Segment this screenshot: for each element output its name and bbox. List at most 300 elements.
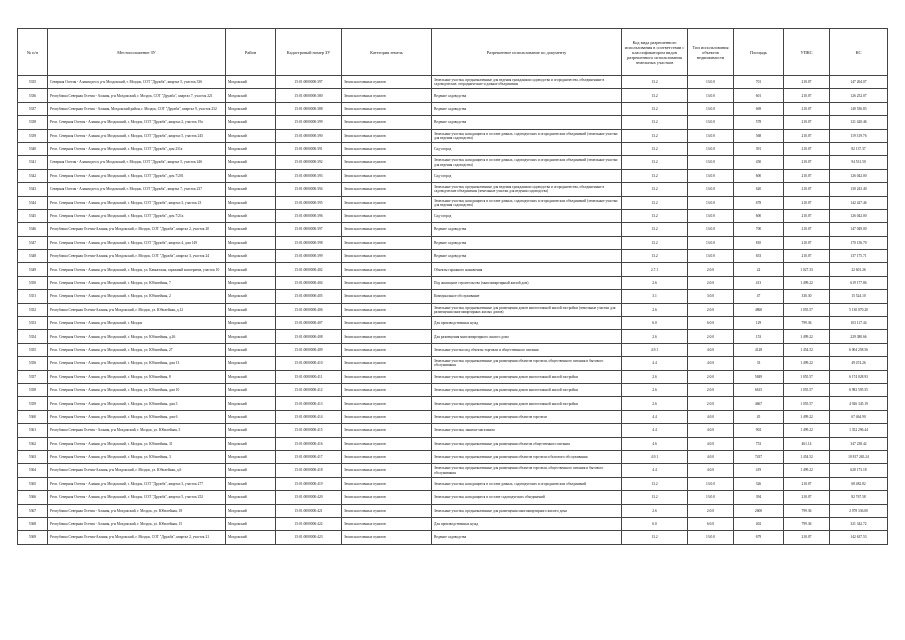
table-row	[18, 397, 888, 410]
cell-number: 5336	[18, 89, 48, 102]
cell-upks: 461.14	[784, 437, 830, 450]
cell-ks: 22 601.26	[830, 263, 888, 276]
cell-usage-type: 2:0.0	[688, 397, 734, 410]
table-row	[18, 517, 888, 530]
cell-land-category: Земли населенных пунктов	[342, 223, 432, 236]
cell-area: 47	[734, 290, 784, 303]
cell-district: Моздокский	[226, 343, 276, 356]
cell-district: Моздокский	[226, 250, 276, 263]
table-row	[18, 169, 888, 182]
cell-number: 5361	[18, 424, 48, 437]
cell-land-category: Земли населенных пунктов	[342, 330, 432, 343]
land-registry-sheet	[17, 28, 887, 545]
cell-land-category: Земли населенных пунктов	[342, 142, 432, 155]
cell-use-code: 2.7.1	[622, 263, 688, 276]
cell-cadastral-number: 15:01:0000000:392	[276, 156, 342, 169]
cell-location: Респ. Северная Осетия - Алания, р-н Моздокский, г. Моздок, СОТ "Дружба", дом 7/201	[48, 169, 226, 182]
cell-permitted-use: Ведение садоводства	[432, 89, 622, 102]
cell-land-category: Земли населенных пунктов	[342, 116, 432, 129]
cell-district: Моздокский	[226, 76, 276, 89]
cell-usage-type: 13:0.0	[688, 102, 734, 115]
cell-cadastral-number: 15:01:0000000:422	[276, 517, 342, 530]
cell-district: Моздокский	[226, 89, 276, 102]
cell-ks: 229 380.66	[830, 330, 888, 343]
table-row	[18, 424, 888, 437]
cell-district: Моздокский	[226, 102, 276, 115]
cell-land-category: Земли населенных пунктов	[342, 410, 432, 423]
table-row	[18, 531, 888, 544]
cell-location: Респ. Северная Осетия - Алания, р-н Моздокский, г. Моздок, ул. Юбилейная, дом 13	[48, 357, 226, 370]
cell-number: 5354	[18, 330, 48, 343]
cell-cadastral-number: 15:01:0000000:421	[276, 504, 342, 517]
cell-cadastral-number: 15:01:0000000:414	[276, 410, 342, 423]
cell-land-category: Земли населенных пунктов	[342, 397, 432, 410]
cell-permitted-use: Ведение садоводства	[432, 531, 622, 544]
header-land-category: Категория земель	[342, 29, 432, 76]
cell-usage-type: 13:0.0	[688, 169, 734, 182]
cell-district: Моздокский	[226, 142, 276, 155]
cell-location: Республика Северная Осетия - Алания, р-н Моздокский, г. Моздок, ул. Юбилейная, 5	[48, 424, 226, 437]
cell-district: Моздокский	[226, 517, 276, 530]
cell-usage-type: 13:0.0	[688, 116, 734, 129]
cell-use-code: 13.2	[622, 491, 688, 504]
cell-ks: 170 156.70	[830, 236, 888, 249]
cell-permitted-use: Земельные участки, занятые магазином	[432, 424, 622, 437]
cell-number: 5352	[18, 303, 48, 316]
cell-use-code: 6.0	[622, 517, 688, 530]
cell-usage-type: 13:0.0	[688, 209, 734, 222]
cell-use-code: 13.2	[622, 183, 688, 196]
cell-area: 7437	[734, 450, 784, 463]
cell-district: Моздокский	[226, 450, 276, 463]
cell-use-code: 13.2	[622, 531, 688, 544]
cell-ks: 6 982 595.55	[830, 383, 888, 396]
table-row	[18, 236, 888, 249]
cell-cadastral-number: 15:01:0000000:388	[276, 102, 342, 115]
cell-cadastral-number: 15:01:0000000:408	[276, 330, 342, 343]
cell-cadastral-number: 15:01:0000000:399	[276, 116, 342, 129]
cell-number: 5345	[18, 209, 48, 222]
cell-permitted-use: Земельные участки, предназначенные для размещения объектов торговли и бытового обслуживания	[432, 450, 622, 463]
cell-area: 391	[734, 142, 784, 155]
cell-area: 601	[734, 89, 784, 102]
cell-ks: 142 427.46	[830, 196, 888, 209]
cell-number: 5343	[18, 183, 48, 196]
cell-area: 4128	[734, 343, 784, 356]
cell-usage-type: 13:0.0	[688, 129, 734, 142]
cell-use-code: 4.4	[622, 410, 688, 423]
header-use-code: Код вида разрешенного использования в соответствии с классификатором видов разрешенного использования земельных участков	[622, 29, 688, 76]
cell-area: 4860	[734, 303, 784, 316]
cell-district: Моздокский	[226, 116, 276, 129]
cell-district: Моздокский	[226, 383, 276, 396]
cell-permitted-use: Земельные участки, предназначенные для ведения гражданами садоводства и огородничества, объединенные в садоводческие, огороднические и дачные объединения	[432, 76, 622, 89]
cell-location: Респ. Северная Осетия - Алания, р-н Моздокский, г. Моздок, СОТ "Дружба", квартал 2, участок 19а	[48, 116, 226, 129]
cell-use-code: 13.2	[622, 116, 688, 129]
table-row	[18, 102, 888, 115]
cell-land-category: Земли населенных пунктов	[342, 89, 432, 102]
cell-area: 4667	[734, 397, 784, 410]
cell-number: 5368	[18, 517, 48, 530]
cell-permitted-use: Ведение садоводства	[432, 236, 622, 249]
cell-usage-type: 13:0.0	[688, 531, 734, 544]
table-row	[18, 330, 888, 343]
cell-upks: 1 055.57	[784, 383, 830, 396]
cell-area: 153	[734, 330, 784, 343]
cell-land-category: Земли населенных пунктов	[342, 491, 432, 504]
cell-location: Респ. Северная Осетия - Алания, р-н Моздокский, г. Моздок	[48, 317, 226, 330]
cell-ks: 628 173.18	[830, 464, 888, 477]
cell-ks: 15 524.10	[830, 290, 888, 303]
cell-land-category: Земли населенных пунктов	[342, 357, 432, 370]
cell-land-category: Земли населенных пунктов	[342, 437, 432, 450]
table-row	[18, 343, 888, 356]
table-row	[18, 450, 888, 463]
table-row	[18, 209, 888, 222]
cell-permitted-use: Для размещения многоквартирного жилого дома	[432, 330, 622, 343]
cell-area: 450	[734, 156, 784, 169]
cell-district: Моздокский	[226, 424, 276, 437]
cell-upks: 799.36	[784, 317, 830, 330]
cell-district: Моздокский	[226, 477, 276, 490]
table-row	[18, 116, 888, 129]
cell-location: Респ. Северная Осетия - Алания, р-н Моздокский, г. Моздок, ул. Юбилейная, 27	[48, 343, 226, 356]
cell-use-code: 4.4	[622, 357, 688, 370]
cell-cadastral-number: 15:01:0000000:406	[276, 303, 342, 316]
cell-number: 5360	[18, 410, 48, 423]
table-row	[18, 89, 888, 102]
cell-location: Республика Северная Осетия - Алания, р-н Моздокский, г. Моздок, СОТ "Дружба", квартал 7, участок 221	[48, 89, 226, 102]
cell-number: 5342	[18, 169, 48, 182]
cell-land-category: Земли населенных пунктов	[342, 102, 432, 115]
cell-location: Респ. Северная Осетия - Алания, р-н Моздокский, г. Моздок, СОТ "Дружба", дом 7/21а	[48, 209, 226, 222]
cell-use-code: 13.2	[622, 89, 688, 102]
header-location: Местоположение ЗУ	[48, 29, 226, 76]
cell-ks: 347 238.42	[830, 437, 888, 450]
cell-district: Моздокский	[226, 437, 276, 450]
cell-land-category: Земли населенных пунктов	[342, 317, 432, 330]
cell-upks: 210.07	[784, 236, 830, 249]
cell-number: 5359	[18, 397, 48, 410]
cell-district: Моздокский	[226, 491, 276, 504]
cell-cadastral-number: 15:01:0000000:399	[276, 250, 342, 263]
cell-location: Респ. Северная Осетия - Алания, р-н Моздокский, г. Моздок, СОТ "Дружба", квартал 5, участок 245	[48, 129, 226, 142]
cell-permitted-use: Сад-огород	[432, 142, 622, 155]
cell-ks: 82 767.58	[830, 491, 888, 504]
cell-permitted-use: Под жилищное строительство (многоквартирный жилой дом)	[432, 276, 622, 289]
cell-upks: 1 499.22	[784, 357, 830, 370]
cell-area: 701	[734, 76, 784, 89]
cell-usage-type: 4:0.0	[688, 450, 734, 463]
cell-permitted-use: Земельные участки, предназначенные для ведения гражданами садоводства и огородничества, объединенные в садоводческие объединения (земельные участки для ведения садоводства)	[432, 183, 622, 196]
table-row	[18, 263, 888, 276]
cell-district: Моздокский	[226, 156, 276, 169]
cell-cadastral-number: 15:01:0000000:413	[276, 397, 342, 410]
cell-land-category: Земли населенных пунктов	[342, 129, 432, 142]
cell-ks: 67 464.90	[830, 410, 888, 423]
cell-area: 6615	[734, 383, 784, 396]
cell-permitted-use: Земельные участки, находящиеся в составе дачных, садоводческих и огороднических объединений	[432, 477, 622, 490]
cell-upks: 210.07	[784, 156, 830, 169]
table-row	[18, 142, 888, 155]
cell-cadastral-number: 15:01:0000000:409	[276, 343, 342, 356]
cell-location: Республика Северная Осетия-Алания, р-н Моздокский, г. Моздок, СОТ "Дружба", квартал 2, участок 20	[48, 223, 226, 236]
table-row	[18, 504, 888, 517]
cell-usage-type: 6:0.0	[688, 517, 734, 530]
cell-upks: 210.07	[784, 129, 830, 142]
table-row	[18, 223, 888, 236]
cell-permitted-use: Земельные участки, предназначенные для размещения многоквартирного жилого дома	[432, 504, 622, 517]
cell-ks: 126 252.07	[830, 89, 888, 102]
cell-permitted-use: Земельные участки, предназначенные для размещения домов многоэтажной жилой застройки	[432, 397, 622, 410]
cell-land-category: Земли населенных пунктов	[342, 76, 432, 89]
cell-upks: 330.30	[784, 290, 830, 303]
cell-area: 129	[734, 317, 784, 330]
cell-use-code: 13.2	[622, 236, 688, 249]
cell-land-category: Земли населенных пунктов	[342, 196, 432, 209]
cell-land-category: Земли населенных пунктов	[342, 450, 432, 463]
cell-usage-type: 13:0.0	[688, 89, 734, 102]
cell-usage-type: 4:0.0	[688, 343, 734, 356]
cell-upks: 210.07	[784, 196, 830, 209]
cell-cadastral-number: 15:01:0000000:397	[276, 76, 342, 89]
cell-district: Моздокский	[226, 196, 276, 209]
cell-land-category: Земли населенных пунктов	[342, 477, 432, 490]
cell-area: 419	[734, 464, 784, 477]
cell-permitted-use: Земельные участки, предназначенные для размещения домов многоэтажной жилой застройки (земельные участки для размещения многоквартирных жилых домов)	[432, 303, 622, 316]
cell-usage-type: 13:0.0	[688, 76, 734, 89]
cell-location: Северная Осетия - Алания респ, р-н Моздокский, г. Моздок, СОТ "Дружба", квартал 5, участок 336	[48, 76, 226, 89]
header-area: Площадь	[734, 29, 784, 76]
cell-area: 753	[734, 437, 784, 450]
cell-usage-type: 13:0.0	[688, 156, 734, 169]
table-row	[18, 477, 888, 490]
cell-number: 5357	[18, 370, 48, 383]
cell-location: Респ. Северная Осетия - Алания, р-н Моздокский, г. Моздок, ул. Юбилейная, дом 6	[48, 410, 226, 423]
cell-area: 600	[734, 169, 784, 182]
cell-location: Республика Северная Осетия-Алания, р-н Моздокский, г. Моздок, СОТ "Дружба", квартал 2, участок 21	[48, 531, 226, 544]
table-row	[18, 437, 888, 450]
cell-usage-type: 6:0.0	[688, 317, 734, 330]
cell-location: Респ. Северная Осетия - Алания, р-н Моздокский, г. Моздок, ул. Юбилейная, 3	[48, 450, 226, 463]
cell-location: Респ. Северная Осетия - Алания, р-н Моздокский, г. Моздок, СОТ "Дружба", квартал 5, участок 252	[48, 491, 226, 504]
cell-permitted-use: Ведение садоводства	[432, 223, 622, 236]
cell-land-category: Земли населенных пунктов	[342, 169, 432, 182]
header-upks: УПКС	[784, 29, 830, 76]
cell-number: 5344	[18, 196, 48, 209]
cell-location: Респ. Северная Осетия - Алания, р-н Моздокский, г. Моздок, ул. Юбилейная, дом 3	[48, 397, 226, 410]
cell-district: Моздокский	[226, 531, 276, 544]
cell-use-code: 3.1	[622, 290, 688, 303]
table-row	[18, 156, 888, 169]
cell-land-category: Земли населенных пунктов	[342, 156, 432, 169]
table-row	[18, 370, 888, 383]
cell-use-code: 6.0	[622, 317, 688, 330]
cell-ks: 137 175.71	[830, 250, 888, 263]
cell-usage-type: 4:0.0	[688, 464, 734, 477]
cell-location: Респ. Северная Осетия - Алания, р-н Моздокский, г. Моздок, СОТ "Дружба", квартал 3, участок 23	[48, 196, 226, 209]
cell-usage-type: 4:0.0	[688, 437, 734, 450]
cell-district: Моздокский	[226, 357, 276, 370]
cell-number: 5347	[18, 236, 48, 249]
cell-usage-type: 13:0.0	[688, 477, 734, 490]
cell-permitted-use: Земельные участки, предназначенные для размещения домов многоэтажной жилой застройки	[432, 383, 622, 396]
cell-cadastral-number: 15:01:0000000:404	[276, 276, 342, 289]
cell-upks: 799.36	[784, 504, 830, 517]
cell-land-category: Земли населенных пунктов	[342, 383, 432, 396]
table-row	[18, 129, 888, 142]
cell-ks: 5 130 070.20	[830, 303, 888, 316]
cell-permitted-use: Коммунальное обслуживание	[432, 290, 622, 303]
cell-usage-type: 13:0.0	[688, 250, 734, 263]
header-number: № п/п	[18, 29, 48, 76]
cell-upks: 210.07	[784, 76, 830, 89]
cell-use-code: 2.6	[622, 276, 688, 289]
cell-cadastral-number: 15:01:0000000:415	[276, 424, 342, 437]
cell-usage-type: 2:0.0	[688, 263, 734, 276]
cell-upks: 210.07	[784, 209, 830, 222]
table-row	[18, 76, 888, 89]
cell-land-category: Земли населенных пунктов	[342, 424, 432, 437]
cell-usage-type: 4:0.0	[688, 357, 734, 370]
cell-use-code: 13.2	[622, 129, 688, 142]
cell-land-category: Земли населенных пунктов	[342, 183, 432, 196]
cell-district: Моздокский	[226, 276, 276, 289]
cell-cadastral-number: 15:01:0000000:398	[276, 236, 342, 249]
cell-use-code: 13.2	[622, 142, 688, 155]
cell-upks: 1 499.22	[784, 330, 830, 343]
cell-number: 5365	[18, 477, 48, 490]
header-ks: КС	[830, 29, 888, 76]
header-row	[18, 29, 888, 76]
table-row	[18, 410, 888, 423]
cell-cadastral-number: 15:01:0000000:416	[276, 437, 342, 450]
cell-upks: 210.07	[784, 116, 830, 129]
cell-use-code: 4.4	[622, 424, 688, 437]
cell-usage-type: 3:0.0	[688, 290, 734, 303]
cell-number: 5366	[18, 491, 48, 504]
cell-number: 5346	[18, 223, 48, 236]
cell-district: Моздокский	[226, 209, 276, 222]
cell-number: 5349	[18, 263, 48, 276]
cell-usage-type: 13:0.0	[688, 223, 734, 236]
cell-permitted-use: Земельные участки, предназначенные для размещения объектов торговли, общественного питания и бытового обслуживания	[432, 464, 622, 477]
cell-land-category: Земли населенных пунктов	[342, 250, 432, 263]
cell-upks: 210.07	[784, 142, 830, 155]
cell-land-category: Земли населенных пунктов	[342, 370, 432, 383]
cell-upks: 210.07	[784, 223, 830, 236]
cell-usage-type: 2:0.0	[688, 504, 734, 517]
cell-district: Моздокский	[226, 223, 276, 236]
cell-cadastral-number: 15:01:0000000:411	[276, 370, 342, 383]
cell-usage-type: 2:0.0	[688, 383, 734, 396]
cell-upks: 799.36	[784, 517, 830, 530]
cell-permitted-use: Сад-огород	[432, 169, 622, 182]
cell-cadastral-number: 15:01:0000000:396	[276, 209, 342, 222]
cell-ks: 119 319.76	[830, 129, 888, 142]
cell-ks: 82 137.37	[830, 142, 888, 155]
cell-area: 600	[734, 209, 784, 222]
cell-use-code: 2.6	[622, 330, 688, 343]
cell-use-code: 4.9.1	[622, 343, 688, 356]
cell-area: 578	[734, 116, 784, 129]
cell-use-code: 4.9.1	[622, 450, 688, 463]
table-row	[18, 317, 888, 330]
cell-district: Моздокский	[226, 317, 276, 330]
table-row	[18, 303, 888, 316]
table-row	[18, 491, 888, 504]
cell-usage-type: 2:0.0	[688, 370, 734, 383]
cell-cadastral-number: 15:01:0000000:391	[276, 142, 342, 155]
cell-area: 678	[734, 196, 784, 209]
cell-upks: 210.07	[784, 491, 830, 504]
cell-ks: 147 264.07	[830, 76, 888, 89]
cell-land-category: Земли населенных пунктов	[342, 504, 432, 517]
cell-area: 902	[734, 424, 784, 437]
cell-district: Моздокский	[226, 129, 276, 142]
cell-use-code: 2.6	[622, 383, 688, 396]
cell-number: 5363	[18, 450, 48, 463]
cell-ks: 6 174 028.93	[830, 370, 888, 383]
cell-cadastral-number: 15:01:0000000:402	[276, 263, 342, 276]
table-row	[18, 383, 888, 396]
cell-number: 5335	[18, 76, 48, 89]
cell-district: Моздокский	[226, 263, 276, 276]
cell-district: Моздокский	[226, 236, 276, 249]
cell-cadastral-number: 15:01:0000000:393	[276, 169, 342, 182]
cell-upks: 1 055.57	[784, 303, 830, 316]
cell-permitted-use: Для производственных нужд	[432, 517, 622, 530]
cell-usage-type: 13:0.0	[688, 196, 734, 209]
cell-location: Респ. Северная Осетия - Алания, р-н Моздокский, г. Моздок, СОТ "Дружба", квартал 4, дом 149	[48, 236, 226, 249]
cell-land-category: Земли населенных пунктов	[342, 236, 432, 249]
cell-permitted-use: Земельные участки, находящиеся в составе дачных, садоводческих и огороднических объединений (земельные участки для ведения садоводства)	[432, 156, 622, 169]
table-row	[18, 276, 888, 289]
cell-location: Респ. Северная Осетия - Алания, р-н Моздокский, г. Моздок, СОТ "Дружба", квартал 3, участок 277	[48, 477, 226, 490]
cell-land-category: Земли населенных пунктов	[342, 517, 432, 530]
cell-upks: 1 499.22	[784, 424, 830, 437]
cell-use-code: 2.6	[622, 303, 688, 316]
cell-permitted-use: Ведение садоводства	[432, 116, 622, 129]
header-usage-type: Тип использования объектов недвижимости	[688, 29, 734, 76]
cell-ks: 147 049.00	[830, 223, 888, 236]
cell-number: 5337	[18, 102, 48, 115]
cell-area: 679	[734, 531, 784, 544]
cell-use-code: 4.4	[622, 464, 688, 477]
cell-area: 33	[734, 357, 784, 370]
cell-usage-type: 2:0.0	[688, 276, 734, 289]
cell-cadastral-number: 15:01:0000000:394	[276, 183, 342, 196]
cell-land-category: Земли населенных пунктов	[342, 303, 432, 316]
cell-cadastral-number: 15:01:0000000:420	[276, 491, 342, 504]
cell-area: 326	[734, 477, 784, 490]
cell-area: 568	[734, 129, 784, 142]
cell-ks: 126 042.00	[830, 209, 888, 222]
cell-number: 5348	[18, 250, 48, 263]
cell-number: 5340	[18, 142, 48, 155]
cell-upks: 210.07	[784, 183, 830, 196]
cell-number: 5350	[18, 276, 48, 289]
cell-location: Респ. Северная Осетия - Алания, р-н Моздокский, г. Моздок, ул. Кавказская, гаражный кооператив, участок 10	[48, 263, 226, 276]
cell-land-category: Земли населенных пунктов	[342, 209, 432, 222]
cell-location: Республика Северная Осетия - Алания, Моздокский район, г. Моздок, СОТ "Дружба", квартал 9, участок 232	[48, 102, 226, 115]
cell-land-category: Земли населенных пунктов	[342, 343, 432, 356]
cell-location: Респ. Северная Осетия - Алания, р-н Моздокский, г. Моздок, ул. Юбилейная, дом 10	[48, 383, 226, 396]
cell-upks: 1 055.57	[784, 397, 830, 410]
cell-use-code: 13.2	[622, 250, 688, 263]
cell-area: 394	[734, 491, 784, 504]
cell-number: 5353	[18, 317, 48, 330]
